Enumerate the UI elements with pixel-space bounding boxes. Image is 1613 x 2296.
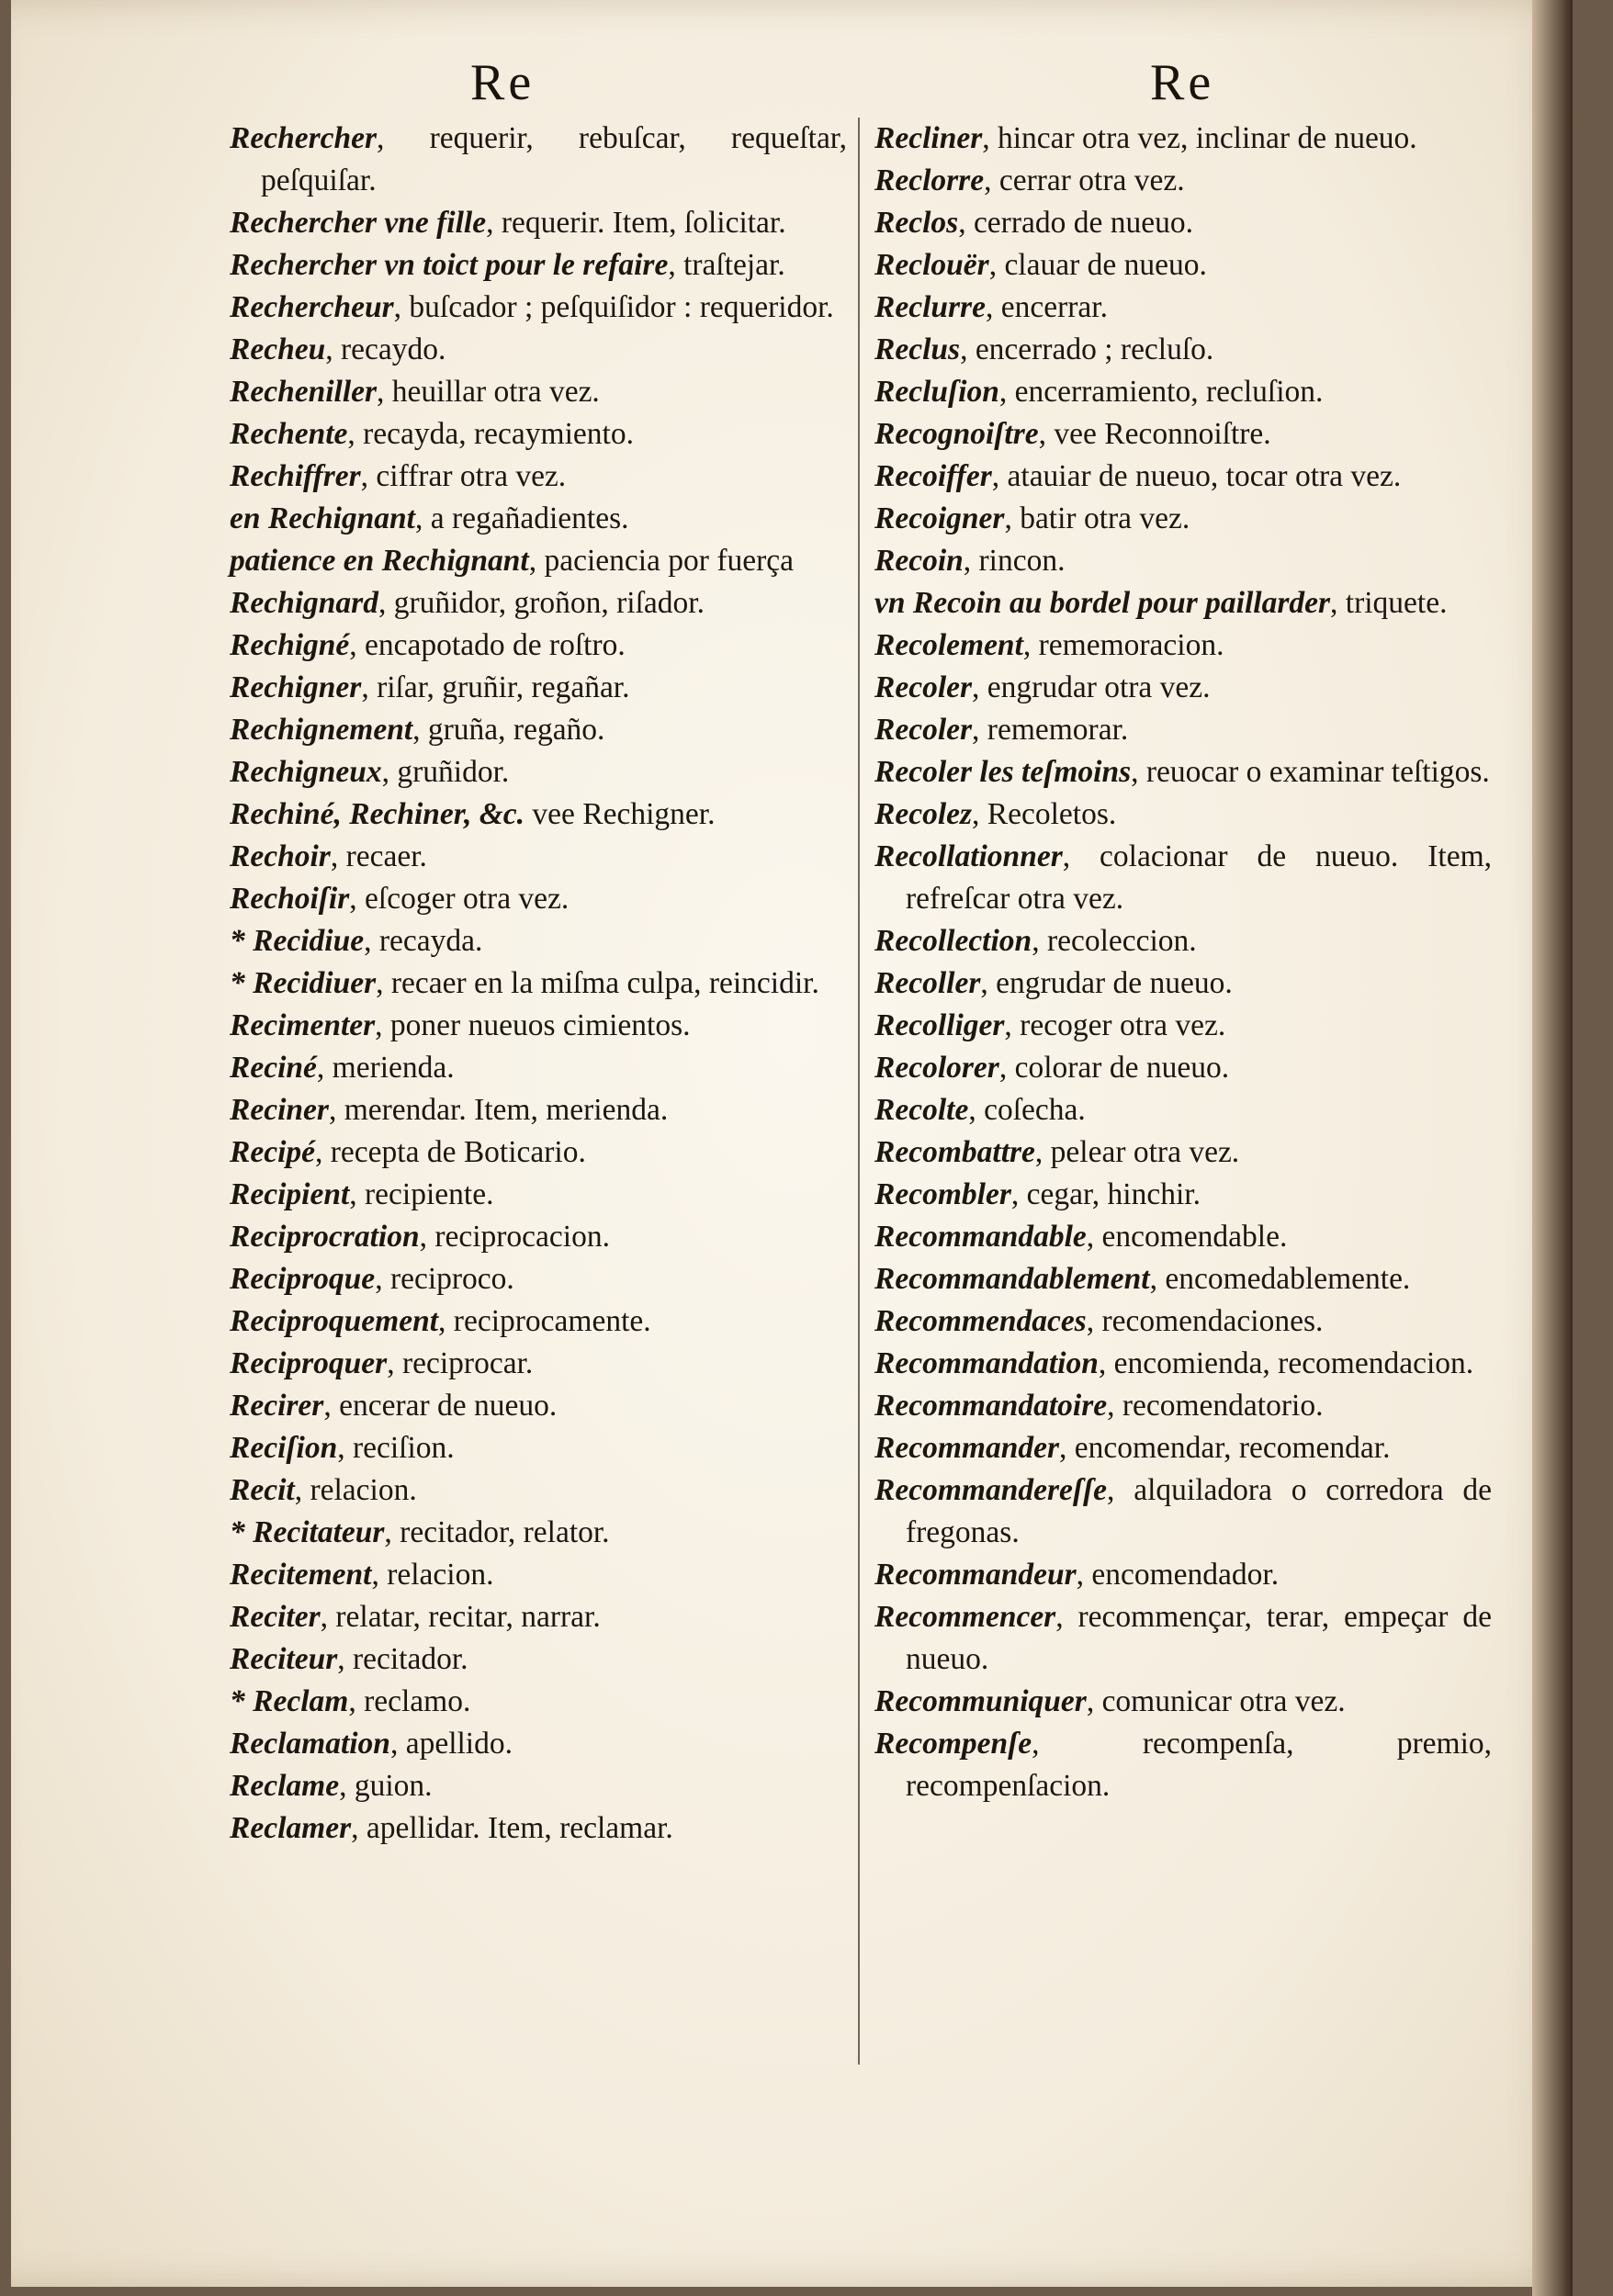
dictionary-entry — [230, 625, 847, 667]
book-page — [11, 0, 1573, 2287]
dictionary-entry — [874, 1469, 1492, 1554]
entry-definition: , recipiente. — [349, 1177, 494, 1211]
dictionary-entry — [230, 667, 847, 709]
entry-headword: Recheniller — [230, 375, 378, 409]
entry-headword: Reciné — [230, 1051, 317, 1085]
entry-definition: , recayda, recaymiento. — [347, 417, 634, 451]
dictionary-entry — [230, 1258, 847, 1300]
entry-definition: , heuillar otra vez. — [377, 375, 600, 409]
book-spine — [1532, 0, 1573, 2296]
entry-headword: Recognoiſtre — [874, 417, 1039, 451]
dictionary-entry — [874, 540, 1492, 582]
entry-headword: Recitement — [230, 1558, 372, 1592]
entry-headword: Rechercher — [230, 121, 378, 155]
entry-definition: , encerrar. — [985, 290, 1108, 324]
entry-headword: Reclamer — [230, 1811, 352, 1845]
entry-headword: Reciproquer — [230, 1346, 388, 1380]
dictionary-entry — [230, 1385, 847, 1427]
entry-headword: Recoller — [874, 966, 981, 1000]
entry-definition: , poner nueuos cimientos. — [375, 1008, 691, 1042]
dictionary-entry — [874, 1047, 1492, 1089]
entry-headword: Reclorre — [874, 163, 985, 197]
dictionary-entry — [230, 582, 847, 625]
entry-headword: Recommandereſſe — [874, 1473, 1108, 1507]
entry-definition: , gruñidor. — [381, 755, 510, 789]
entry-headword: Rechercher vne fille — [230, 206, 487, 240]
entry-headword: Recliner — [874, 121, 983, 155]
entry-headword: Recipé — [230, 1135, 316, 1169]
dictionary-entry — [230, 329, 847, 371]
entry-definition: , encerrado ; recluſo. — [960, 332, 1214, 366]
dictionary-entry — [874, 329, 1492, 371]
dictionary-entry — [874, 498, 1492, 540]
entry-headword: Reciner — [230, 1093, 329, 1127]
entry-headword: Recolement — [874, 628, 1023, 662]
running-header-left: Re — [470, 54, 536, 111]
entry-headword: Recoin — [874, 544, 964, 578]
dictionary-entry — [230, 1554, 847, 1596]
dictionary-entry — [874, 456, 1492, 498]
entry-definition: , recepta de Boticario. — [315, 1135, 586, 1169]
column-left — [230, 118, 847, 1850]
entry-headword: Recoler — [874, 713, 973, 747]
entry-headword: Recommendaces — [874, 1304, 1087, 1338]
dictionary-entry — [874, 667, 1492, 709]
entry-definition: , rincon. — [963, 544, 1066, 578]
dictionary-entry — [874, 1681, 1492, 1723]
entry-definition: , coſecha. — [968, 1093, 1086, 1127]
entry-definition: , triquete. — [1330, 586, 1448, 620]
dictionary-entry — [230, 1300, 847, 1343]
entry-definition: , cegar, hinchir. — [1010, 1177, 1201, 1211]
entry-definition: , clauar de nueuo. — [988, 248, 1207, 282]
entry-headword: Reclame — [230, 1769, 340, 1803]
dictionary-entry — [874, 582, 1492, 625]
dictionary-entry — [874, 836, 1492, 920]
entry-headword: Rechigner — [230, 670, 362, 704]
entry-definition: , encomienda, recomendacion. — [1098, 1346, 1474, 1380]
entry-definition: vee Rechigner. — [525, 797, 716, 831]
dictionary-entry — [230, 202, 847, 244]
entry-headword: Recoler les teſmoins — [874, 755, 1132, 789]
entry-definition: , colacionar de nueuo. Item, refreſcar otra vez. — [906, 839, 1492, 916]
entry-definition: , reciproco. — [375, 1262, 514, 1296]
entry-definition: , vee Reconnoiſtre. — [1038, 417, 1271, 451]
dictionary-entry — [230, 1596, 847, 1638]
dictionary-entry — [230, 456, 847, 498]
entry-headword: Recoiffer — [874, 459, 992, 493]
entry-definition: , batir otra vez. — [1004, 501, 1190, 535]
entry-headword: Reciter — [230, 1600, 321, 1634]
entry-headword: vn Recoin au bordel pour paillarder — [874, 586, 1331, 620]
dictionary-entry — [230, 1343, 847, 1385]
entry-headword: Rechercher vn toict pour le refaire — [230, 248, 669, 282]
entry-definition: , buſcador ; peſquiſidor : requeridor. — [393, 290, 834, 324]
dictionary-entry — [874, 244, 1492, 287]
dictionary-entry — [230, 1005, 847, 1047]
dictionary-entry — [874, 1596, 1492, 1681]
entry-headword: Rechoir — [230, 839, 331, 873]
dictionary-entry — [874, 1385, 1492, 1427]
dictionary-entry — [874, 1216, 1492, 1258]
dictionary-entry — [874, 202, 1492, 244]
entry-definition: , recaer en la miſma culpa, reincidir. — [376, 966, 819, 1000]
entry-definition: , merienda. — [316, 1051, 455, 1085]
entry-headword: Recommandable — [874, 1220, 1087, 1254]
dictionary-entry — [230, 1174, 847, 1216]
dictionary-entry — [874, 287, 1492, 329]
entry-definition: , requerir, rebuſcar, requeſtar, peſquiſar. — [261, 121, 847, 197]
dictionary-entry — [230, 498, 847, 540]
entry-headword: Rechiné, Rechiner, &c. — [230, 797, 525, 831]
dictionary-entry — [874, 625, 1492, 667]
entry-definition: , engrudar otra vez. — [972, 670, 1211, 704]
dictionary-entry — [874, 371, 1492, 413]
dictionary-entry — [874, 1005, 1492, 1047]
entry-headword: Rechente — [230, 417, 348, 451]
entry-definition: , reuocar o examinar teſtigos. — [1131, 755, 1490, 789]
dictionary-entry — [230, 413, 847, 456]
entry-headword: Recollection — [874, 924, 1032, 958]
dictionary-entry — [874, 118, 1492, 160]
dictionary-entry — [230, 1765, 847, 1807]
entry-headword: * Recidiuer — [230, 966, 377, 1000]
entry-definition: , pelear otra vez. — [1034, 1135, 1240, 1169]
entry-headword: Rechoiſir — [230, 882, 350, 916]
entry-headword: Recommandeur — [874, 1558, 1077, 1592]
entry-definition: , recayda. — [364, 924, 483, 958]
entry-headword: Recolte — [874, 1093, 969, 1127]
dictionary-entry — [874, 751, 1492, 793]
dictionary-entry — [230, 371, 847, 413]
entry-headword: Recipient — [230, 1177, 350, 1211]
dictionary-entry — [230, 751, 847, 793]
dictionary-entry — [874, 709, 1492, 751]
entry-headword: Recoigner — [874, 501, 1005, 535]
entry-headword: Recombattre — [874, 1135, 1035, 1169]
entry-headword: Recolez — [874, 797, 973, 831]
entry-definition: , ciffrar otra vez. — [360, 459, 567, 493]
dictionary-entry — [230, 244, 847, 287]
entry-headword: Rechercheur — [230, 290, 394, 324]
entry-definition: , paciencia por fuerça — [528, 544, 794, 578]
entry-definition: , eſcoger otra vez. — [349, 882, 570, 916]
running-header-right: Re — [1150, 54, 1215, 111]
entry-headword: Recombler — [874, 1177, 1011, 1211]
entry-definition: , requerir. Item, ſolicitar. — [486, 206, 786, 240]
entry-headword: Recommuniquer — [874, 1684, 1087, 1718]
dictionary-entry — [230, 1681, 847, 1723]
entry-headword: * Recitateur — [230, 1515, 385, 1549]
entry-definition: , cerrar otra vez. — [984, 163, 1185, 197]
dictionary-entry — [874, 1427, 1492, 1469]
entry-definition: , encomendador. — [1076, 1558, 1280, 1592]
dictionary-entry — [874, 1258, 1492, 1300]
dictionary-entry — [230, 793, 847, 836]
entry-definition: , recompenſa, premio, recompenſacion. — [906, 1727, 1492, 1803]
entry-headword: Reclus — [874, 332, 961, 366]
entry-definition: , reciſion. — [337, 1431, 455, 1465]
entry-definition: , apellidar. Item, reclamar. — [351, 1811, 673, 1845]
dictionary-entry — [230, 1469, 847, 1512]
entry-definition: , gruña, regaño. — [412, 713, 605, 747]
entry-definition: , colorar de nueuo. — [998, 1051, 1230, 1085]
entry-headword: Recommander — [874, 1431, 1059, 1465]
entry-headword: * Reclam — [230, 1684, 349, 1718]
entry-headword: Rechigné — [230, 628, 350, 662]
entry-headword: Recommencer — [874, 1600, 1056, 1634]
entry-headword: Rechigneux — [230, 755, 382, 789]
entry-definition: , relatar, recitar, narrar. — [320, 1600, 601, 1634]
dictionary-entry — [230, 1723, 847, 1765]
entry-definition: , apellido. — [389, 1727, 513, 1761]
dictionary-entry — [874, 1131, 1492, 1174]
entry-headword: Reciſion — [230, 1431, 338, 1465]
entry-headword: Recirer — [230, 1389, 324, 1423]
entry-headword: Reclurre — [874, 290, 986, 324]
entry-headword: Reclos — [874, 206, 959, 240]
dictionary-entry — [874, 1300, 1492, 1343]
entry-definition: , relacion. — [294, 1473, 417, 1507]
entry-definition: , recomendatorio. — [1107, 1389, 1324, 1423]
dictionary-entry — [230, 1427, 847, 1469]
dictionary-entry — [874, 160, 1492, 202]
entry-definition: , encerramiento, recluſion. — [998, 375, 1324, 409]
dictionary-entry — [230, 118, 847, 202]
dictionary-entry — [874, 1343, 1492, 1385]
entry-definition: , reclamo. — [348, 1684, 471, 1718]
entry-headword: Recolliger — [874, 1008, 1005, 1042]
entry-definition: , recaydo. — [325, 332, 446, 366]
entry-definition: , riſar, gruñir, regañar. — [361, 670, 630, 704]
entry-headword: Recollationner — [874, 839, 1063, 873]
dictionary-entry — [230, 962, 847, 1005]
dictionary-entry — [230, 1216, 847, 1258]
entry-definition: , recommençar, terar, empeçar de nueuo. — [906, 1600, 1492, 1676]
entry-definition: , hincar otra vez, inclinar de nueuo. — [982, 121, 1417, 155]
entry-definition: , relacion. — [371, 1558, 494, 1592]
entry-definition: , reciprocar. — [387, 1346, 534, 1380]
entry-headword: Recimenter — [230, 1008, 376, 1042]
entry-definition: , guion. — [339, 1769, 433, 1803]
entry-definition: , recitador. — [337, 1642, 468, 1676]
dictionary-entry — [874, 1089, 1492, 1131]
entry-headword: Reciproque — [230, 1262, 376, 1296]
entry-headword: patience en Rechignant — [230, 544, 529, 578]
entry-definition: , rememorar. — [972, 713, 1129, 747]
entry-definition: , engrudar de nueuo. — [980, 966, 1233, 1000]
dictionary-entry — [230, 1089, 847, 1131]
dictionary-entry — [230, 1638, 847, 1681]
entry-headword: Recolorer — [874, 1051, 999, 1085]
entry-definition: , encerar de nueuo. — [323, 1389, 558, 1423]
dictionary-entry — [230, 287, 847, 329]
entry-definition: , a regañadientes. — [414, 501, 629, 535]
entry-definition: , alquiladora o corredora de fregonas. — [906, 1473, 1492, 1549]
dictionary-entry — [230, 1131, 847, 1174]
entry-definition: , recomendaciones. — [1086, 1304, 1324, 1338]
entry-headword: Reclamation — [230, 1727, 390, 1761]
entry-headword: Recompenſe — [874, 1727, 1032, 1761]
entry-definition: , reciprocacion. — [419, 1220, 610, 1254]
dictionary-entry — [874, 920, 1492, 962]
entry-definition: , recoger otra vez. — [1004, 1008, 1226, 1042]
entry-definition: , recitador, relator. — [384, 1515, 610, 1549]
entry-definition: , traſtejar. — [668, 248, 785, 282]
entry-headword: Reciprocration — [230, 1220, 420, 1254]
entry-headword: Reciproquement — [230, 1304, 439, 1338]
entry-definition: , encomedablemente. — [1149, 1262, 1411, 1296]
dictionary-entry — [230, 920, 847, 962]
entry-headword: Rechiffrer — [230, 459, 361, 493]
dictionary-entry — [874, 413, 1492, 456]
entry-headword: Rechignement — [230, 713, 413, 747]
dictionary-entry — [230, 540, 847, 582]
entry-definition: , rememoracion. — [1022, 628, 1224, 662]
entry-definition: , cerrado de nueuo. — [958, 206, 1193, 240]
entry-definition: , gruñidor, groñon, riſador. — [378, 586, 705, 620]
dictionary-entry — [874, 1723, 1492, 1807]
dictionary-entry — [230, 1047, 847, 1089]
dictionary-entry — [874, 962, 1492, 1005]
entry-definition: , atauiar de nueuo, tocar otra vez. — [991, 459, 1402, 493]
entry-headword: Recluſion — [874, 375, 999, 409]
dictionary-entry — [874, 793, 1492, 836]
dictionary-entry — [230, 1807, 847, 1850]
entry-definition: , comunicar otra vez. — [1086, 1684, 1346, 1718]
dictionary-entry — [874, 1554, 1492, 1596]
entry-definition: , Recoletos. — [972, 797, 1117, 831]
entry-headword: Reclouër — [874, 248, 989, 282]
column-divider — [858, 118, 860, 2065]
entry-headword: Recoler — [874, 670, 973, 704]
entry-headword: Recommandatoire — [874, 1389, 1108, 1423]
entry-definition: , encapotado de roſtro. — [349, 628, 626, 662]
dictionary-entry — [230, 709, 847, 751]
dictionary-entry — [230, 1512, 847, 1554]
entry-headword: en Rechignant — [230, 501, 415, 535]
entry-definition: , encomendar, recomendar. — [1058, 1431, 1391, 1465]
entry-headword: Rechignard — [230, 586, 378, 620]
entry-headword: Reciteur — [230, 1642, 338, 1676]
entry-definition: , recoleccion. — [1032, 924, 1197, 958]
entry-definition: , recaer. — [330, 839, 427, 873]
dictionary-entry — [874, 1174, 1492, 1216]
entry-definition: , encomendable. — [1086, 1220, 1288, 1254]
entry-headword: Recommandablement — [874, 1262, 1150, 1296]
dictionary-entry — [230, 878, 847, 920]
entry-headword: Recheu — [230, 332, 326, 366]
entry-definition: , reciprocamente. — [438, 1304, 651, 1338]
entry-headword: Recommandation — [874, 1346, 1099, 1380]
dictionary-entry — [230, 836, 847, 878]
entry-headword: * Recidiue — [230, 924, 365, 958]
entry-headword: Recit — [230, 1473, 295, 1507]
entry-definition: , merendar. Item, merienda. — [328, 1093, 669, 1127]
column-right — [874, 118, 1492, 1807]
